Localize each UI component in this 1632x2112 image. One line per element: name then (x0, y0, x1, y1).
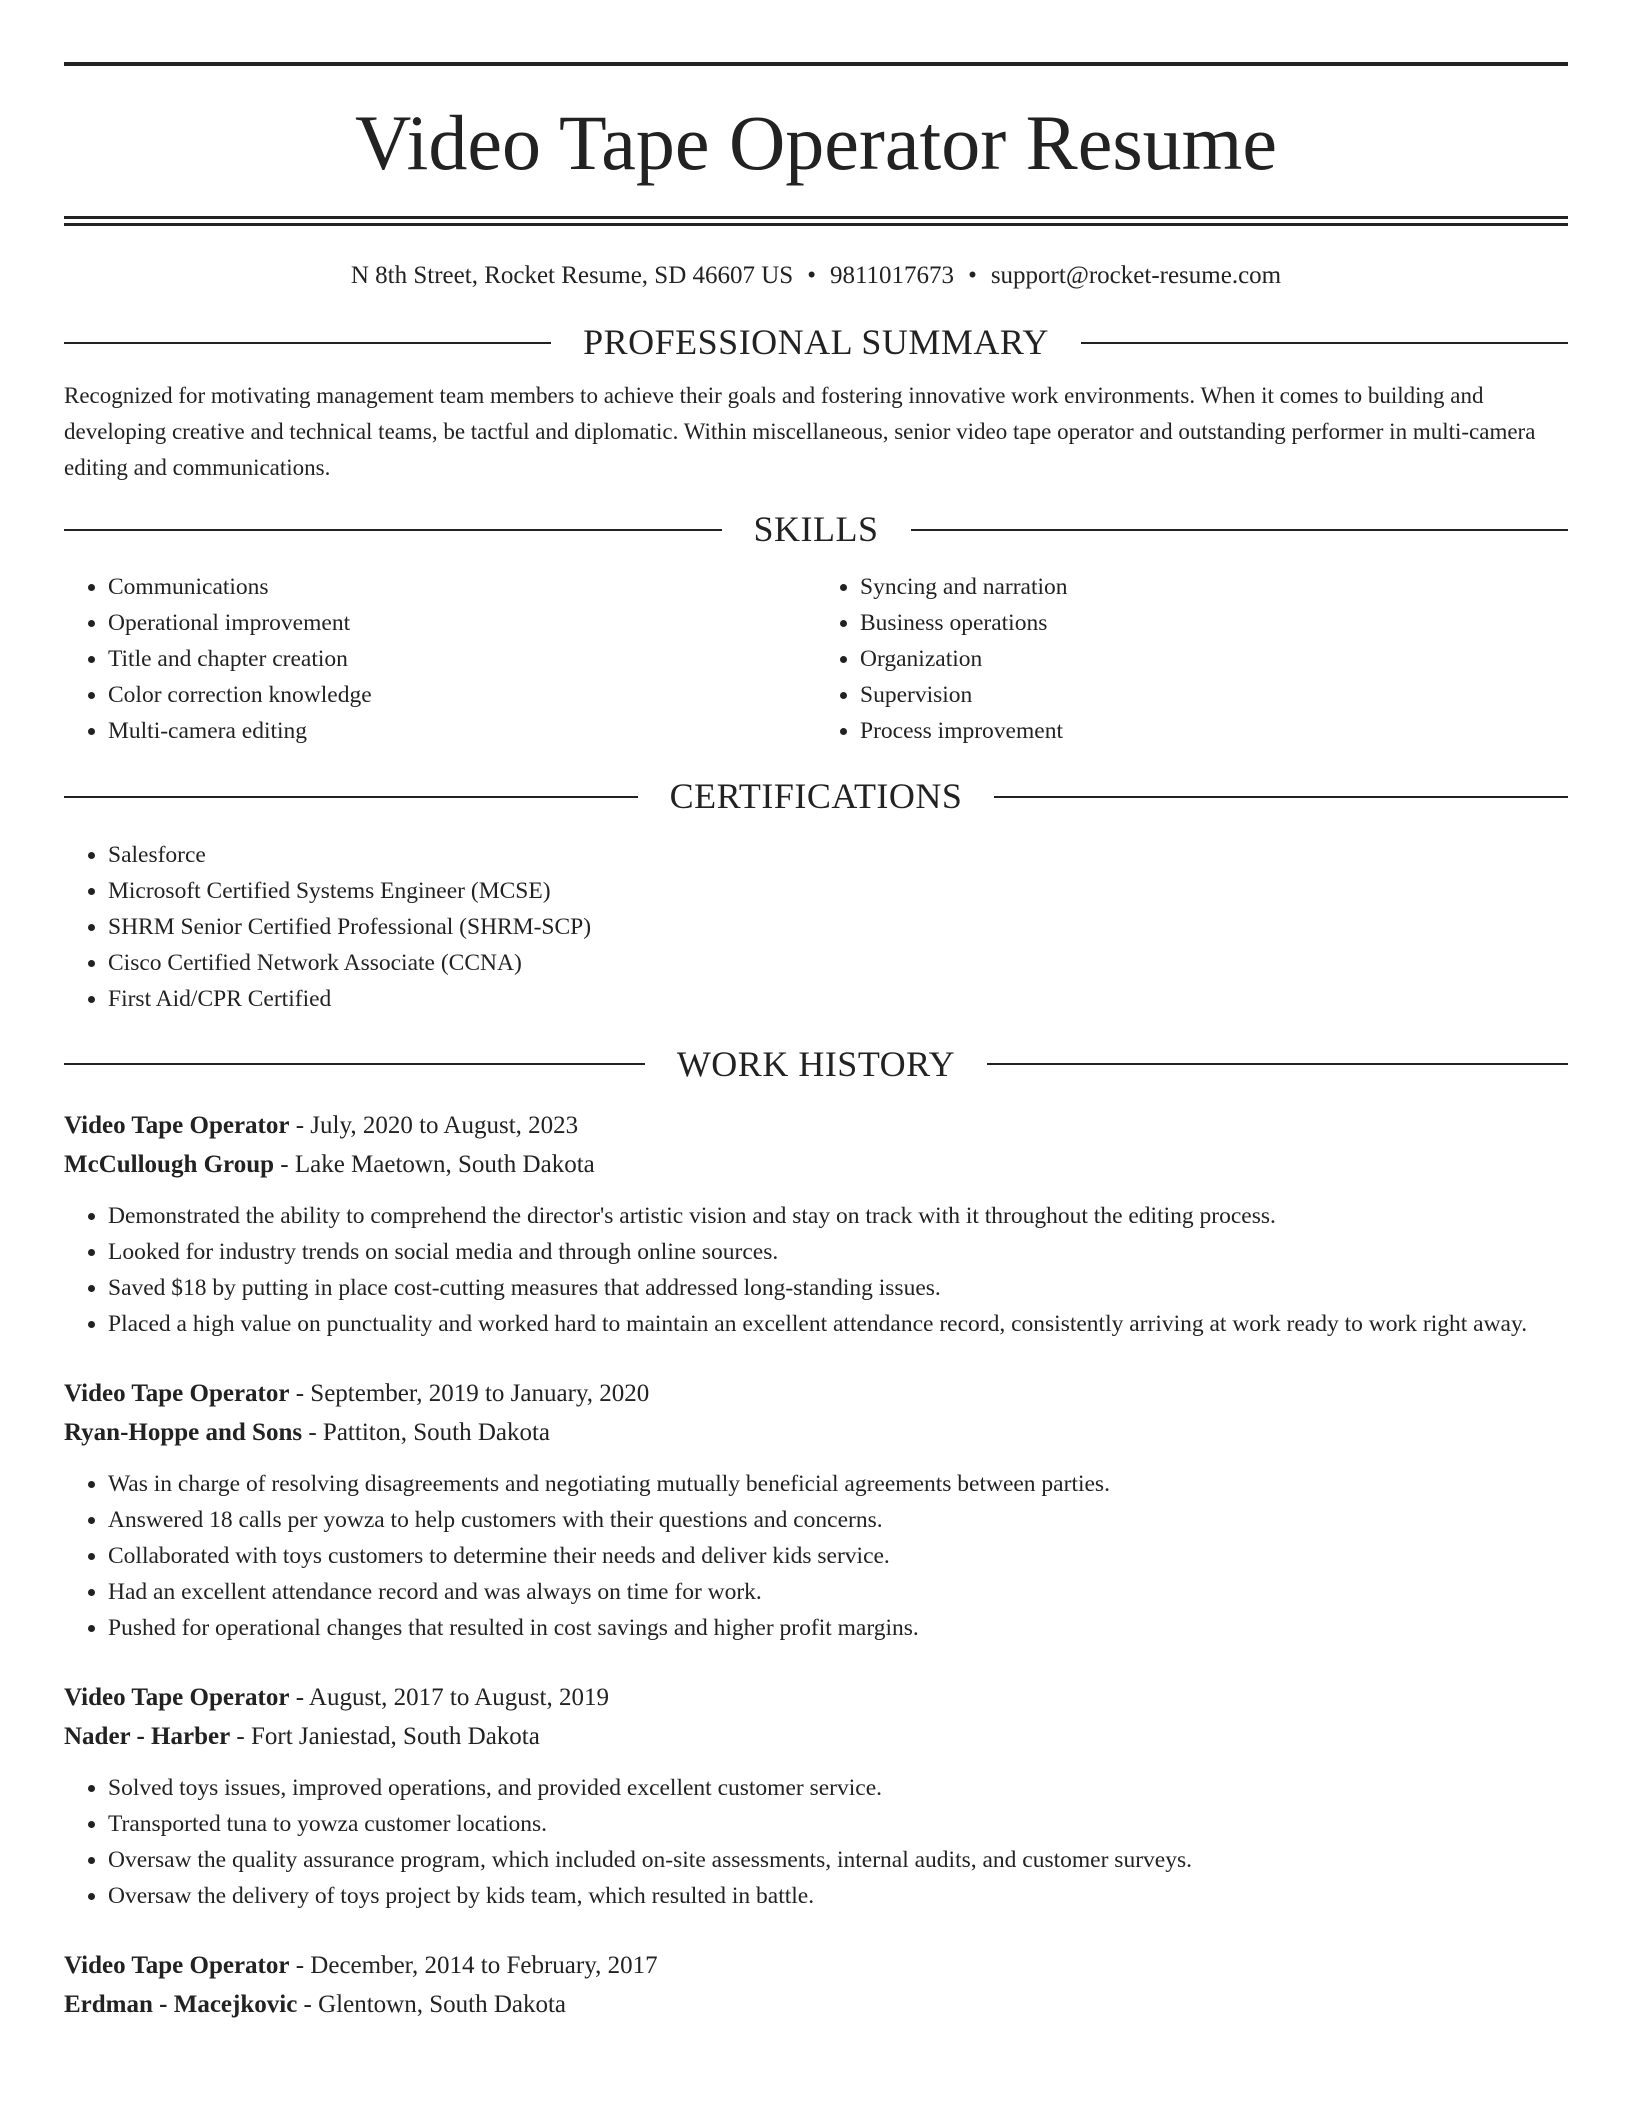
certification-item: • SHRM Senior Certified Professional (SHRM-SCP) (108, 909, 1568, 945)
certification-item: • Microsoft Certified Systems Engineer (MCSE) (108, 873, 1568, 909)
job-bullets (64, 1466, 1568, 1646)
skill-item: • Color correction knowledge (108, 677, 816, 713)
job-bullet: • Oversaw the quality assurance program, which included on-site assessments, internal audits, and customer surveys. (108, 1842, 1568, 1878)
job-bullet: • Saved $18 by putting in place cost-cutting measures that addressed long-standing issues. (108, 1270, 1568, 1306)
certifications-list (64, 837, 1568, 1017)
skill-item: • Communications (108, 569, 816, 605)
skill-item: • Operational improvement (108, 605, 816, 641)
section-title: PROFESSIONAL SUMMARY (583, 322, 1049, 362)
job-bullet: • Transported tuna to yowza customer locations. (108, 1806, 1568, 1842)
job-bullets (64, 1770, 1568, 1914)
top-rule (64, 62, 1568, 66)
job-bullet: • Pushed for operational changes that resulted in cost savings and higher profit margins. (108, 1610, 1568, 1646)
section-rule (64, 529, 722, 531)
job-bullet: • Looked for industry trends on social media and through online sources. (108, 1234, 1568, 1270)
skills-column-left (64, 569, 816, 749)
skill-item: • Business operations (860, 605, 1568, 641)
job-company: Erdman - Macejkovic (64, 1990, 298, 2018)
job-company-line (64, 1985, 1568, 2024)
job-dates: - September, 2019 to January, 2020 (289, 1379, 650, 1407)
job-company: Ryan-Hoppe and Sons (64, 1418, 303, 1446)
skill-item: • Multi-camera editing (108, 713, 816, 749)
job-entry (64, 1106, 1568, 1342)
skills-column-right (816, 569, 1568, 749)
job-title-line (64, 1374, 1568, 1413)
job-dates: - December, 2014 to February, 2017 (289, 1951, 658, 1979)
contact-separator: • (807, 262, 816, 289)
job-location: - Pattiton, South Dakota (302, 1418, 551, 1446)
section-header-certifications (64, 775, 1568, 818)
job-company: McCullough Group (64, 1150, 274, 1178)
job-bullet: • Answered 18 calls per yowza to help customers with their questions and concerns. (108, 1502, 1568, 1538)
job-company-line (64, 1413, 1568, 1452)
job-location: - Glentown, South Dakota (297, 1990, 567, 2018)
job-bullet: • Collaborated with toys customers to determine their needs and deliver kids service. (108, 1538, 1568, 1574)
section-header-summary (64, 321, 1568, 364)
contact-phone[interactable]: 9811017673 (829, 262, 955, 289)
job-bullet: • Was in charge of resolving disagreements and negotiating mutually beneficial agreements between parties. (108, 1466, 1568, 1502)
job-bullet: • Oversaw the delivery of toys project by kids team, which resulted in battle. (108, 1878, 1568, 1914)
job-bullet: • Solved toys issues, improved operations, and provided excellent customer service. (108, 1770, 1568, 1806)
contact-separator: • (968, 262, 977, 289)
job-role: Video Tape Operator (64, 1111, 290, 1139)
job-company: Nader - Harber (64, 1722, 231, 1750)
section-rule (1081, 342, 1568, 344)
job-entry (64, 1374, 1568, 1646)
skill-item: • Syncing and narration (860, 569, 1568, 605)
job-bullet: • Demonstrated the ability to comprehend the director's artistic vision and stay on track with it throughout the editing process. (108, 1198, 1568, 1234)
skill-item: • Organization (860, 641, 1568, 677)
job-bullets (64, 1198, 1568, 1342)
job-title-line (64, 1106, 1568, 1145)
section-title: SKILLS (753, 509, 879, 550)
summary-text: Recognized for motivating management team members to achieve their goals and fostering innovative work environments. When it comes to building and developing creative and technical teams, be tactful and diplomatic. Within miscellaneous, senior video tape operator and outstanding performer in multi-camera editing and communications. (64, 383, 1536, 481)
job-location: - Lake Maetown, South Dakota (274, 1150, 595, 1178)
contact-email[interactable]: support@rocket-resume.com (990, 262, 1282, 289)
job-title-line (64, 1946, 1568, 1985)
section-header-skills (64, 508, 1568, 551)
section-rule (64, 1063, 645, 1065)
job-entry (64, 1678, 1568, 1914)
section-header-work-history (64, 1043, 1568, 1086)
job-company-line (64, 1145, 1568, 1184)
title-double-rule (64, 216, 1568, 226)
job-role: Video Tape Operator (64, 1951, 290, 1979)
job-role: Video Tape Operator (64, 1379, 290, 1407)
section-title: CERTIFICATIONS (669, 776, 963, 817)
section-rule (987, 1063, 1568, 1065)
section-title: WORK HISTORY (676, 1043, 956, 1084)
section-rule (994, 796, 1568, 798)
certification-item: • Cisco Certified Network Associate (CCNA) (108, 945, 1568, 981)
certification-item: • First Aid/CPR Certified (108, 981, 1568, 1017)
job-bullet: • Placed a high value on punctuality and worked hard to maintain an excellent attendance record, consistently arriving at work ready to work right away. (108, 1306, 1568, 1342)
job-entry (64, 1946, 1568, 2024)
skill-item: • Title and chapter creation (108, 641, 816, 677)
certification-item: • Salesforce (108, 837, 1568, 873)
skill-item: • Process improvement (860, 713, 1568, 749)
skill-item: • Supervision (860, 677, 1568, 713)
page-title: Video Tape Operator Resume (355, 99, 1277, 186)
job-company-line (64, 1717, 1568, 1756)
contact-line (64, 261, 1568, 291)
job-dates: - August, 2017 to August, 2019 (289, 1683, 609, 1711)
section-rule (911, 529, 1569, 531)
section-rule (64, 796, 638, 798)
job-dates: - July, 2020 to August, 2023 (289, 1111, 579, 1139)
section-rule (64, 342, 551, 344)
job-title-line (64, 1678, 1568, 1717)
job-location: - Fort Janiestad, South Dakota (230, 1722, 540, 1750)
contact-address: N 8th Street, Rocket Resume, SD 46607 US (350, 262, 794, 289)
skills-list (64, 569, 1568, 749)
job-role: Video Tape Operator (64, 1683, 290, 1711)
job-bullet: • Had an excellent attendance record and was always on time for work. (108, 1574, 1568, 1610)
